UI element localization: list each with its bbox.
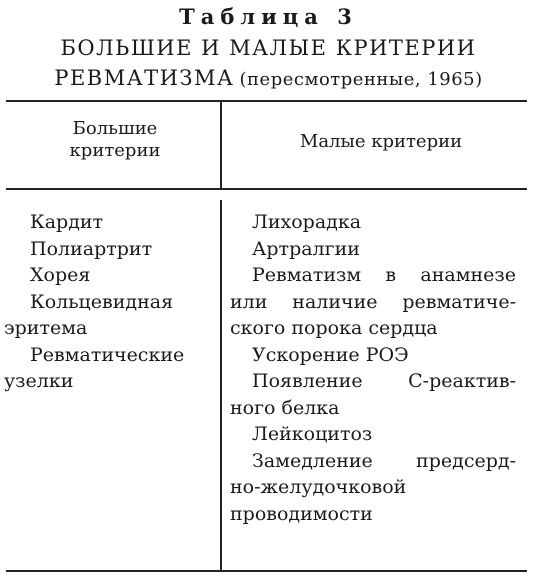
header-major-line2: критерии: [69, 140, 161, 161]
header-major-line1: Большие: [72, 118, 158, 139]
minor-criterion: Лейкоцитоз: [252, 423, 373, 445]
table-title-line2: [0, 66, 537, 90]
major-criterion: Кольцевидная: [30, 290, 174, 313]
major-criterion: Хорея: [30, 264, 91, 286]
major-criterion-continuation: узелки: [4, 370, 74, 392]
major-criteria-column: [0, 209, 220, 395]
minor-criterion-continuation: ского порока сердца: [230, 317, 438, 339]
minor-criterion-continuation: [226, 289, 526, 316]
minor-criterion: [226, 448, 526, 475]
major-criterion: Кардит: [30, 211, 104, 233]
minor-criterion-text: Ревматизм в анамнезе: [252, 264, 516, 286]
minor-criterion-text: Замедление предсерд-: [252, 449, 516, 472]
table-bottom-rule: [6, 570, 527, 572]
minor-criterion: [226, 368, 526, 395]
table-header-rule: [6, 188, 527, 190]
minor-criterion: Артралгии: [252, 237, 360, 260]
minor-criterion-continuation: но-желудочковой: [230, 476, 407, 498]
minor-criterion: Лихорадка: [252, 211, 362, 233]
table-label: Таблица 3: [179, 4, 358, 29]
minor-criteria-column: [226, 209, 526, 527]
major-criterion: Полиартрит: [30, 237, 153, 260]
major-criterion-continuation: эритема: [4, 317, 88, 339]
header-major-criteria: [30, 118, 200, 162]
minor-criterion: [226, 262, 526, 289]
header-column-divider: [220, 102, 222, 188]
table-top-rule: [6, 100, 527, 102]
table-title-line1: БОЛЬШИЕ И МАЛЫЕ КРИТЕРИИ: [60, 36, 477, 60]
table-title-paren: (пересмотренные, 1965): [239, 69, 483, 90]
minor-criterion-continuation: проводимости: [230, 502, 373, 525]
minor-criterion-text: Появление С-реактив-: [252, 370, 516, 392]
table-title-caps: РЕВМАТИЗМА: [54, 66, 235, 90]
minor-criterion: Ускорение РОЭ: [252, 343, 409, 366]
minor-criterion-text: или наличие ревматиче-: [230, 290, 516, 313]
header-minor-criteria: Малые критерии: [299, 131, 463, 152]
major-criterion: Ревматические: [30, 343, 185, 366]
minor-criterion-continuation: ного белка: [230, 396, 340, 419]
body-column-divider: [220, 200, 222, 570]
